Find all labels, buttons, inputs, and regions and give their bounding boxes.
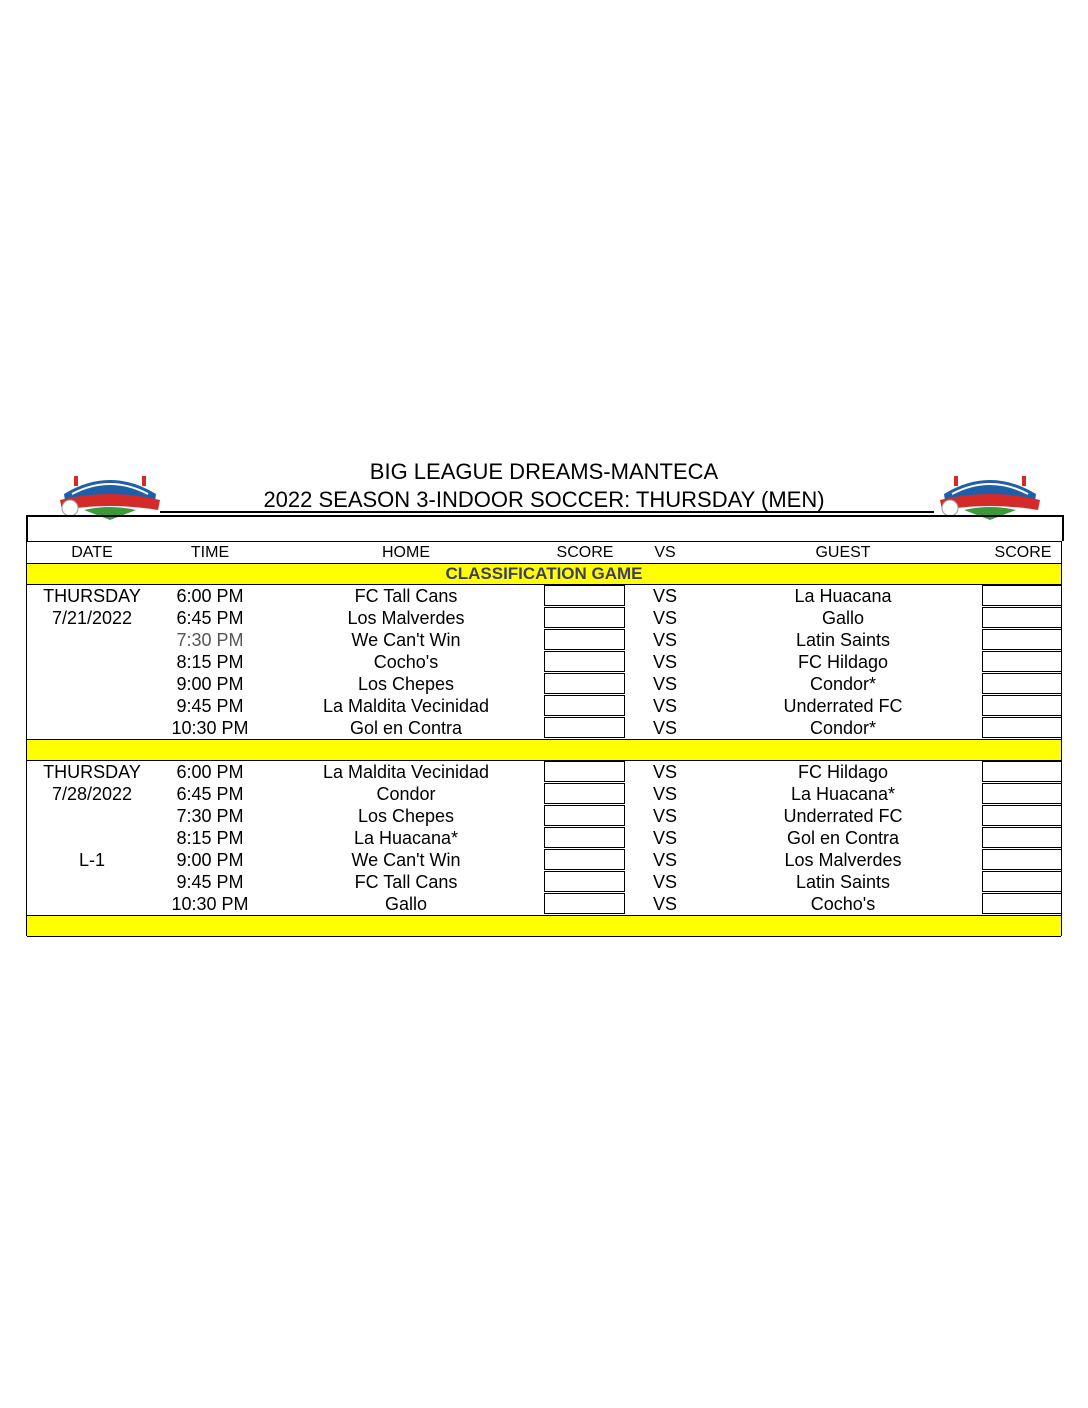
column-header-guest: GUEST: [815, 544, 871, 561]
home-score-box[interactable]: [544, 717, 625, 738]
week-day: THURSDAY: [43, 762, 141, 782]
game-row: [27, 629, 1061, 651]
column-header-vs: VS: [654, 544, 676, 561]
home-team: Gol en Contra: [349, 718, 463, 738]
home-score-box[interactable]: [544, 585, 625, 606]
vs-label: VS: [652, 696, 677, 716]
vs-label: VS: [652, 674, 677, 694]
game-row: [27, 651, 1061, 673]
home-score-box[interactable]: [544, 673, 625, 694]
game-time: 8:15 PM: [176, 652, 244, 672]
home-team: FC Tall Cans: [354, 586, 458, 606]
guest-score-box[interactable]: [982, 893, 1062, 914]
home-score-box[interactable]: [544, 695, 625, 716]
game-time: 9:45 PM: [176, 696, 244, 716]
game-row: [27, 585, 1061, 607]
home-team: Cocho's: [373, 652, 439, 672]
home-team: Gallo: [384, 894, 428, 914]
vs-label: VS: [652, 806, 677, 826]
game-time: 9:00 PM: [176, 674, 244, 694]
guest-team: La Huacana*: [790, 784, 896, 804]
header-row: [27, 542, 1061, 564]
column-header-time: TIME: [190, 544, 230, 561]
header-divider: [160, 511, 934, 513]
game-time: 9:00 PM: [176, 850, 244, 870]
home-team: We Can't Win: [351, 630, 461, 650]
game-row: [27, 849, 1061, 871]
vs-label: VS: [652, 718, 677, 738]
column-header-home: HOME: [382, 544, 430, 561]
week-day: THURSDAY: [43, 586, 141, 606]
guest-score-box[interactable]: [982, 827, 1062, 848]
game-time: 6:00 PM: [176, 762, 244, 782]
home-score-box[interactable]: [544, 783, 625, 804]
guest-team: Gallo: [821, 608, 865, 628]
home-score-box[interactable]: [544, 607, 625, 628]
column-header-home-score: SCORE: [556, 544, 614, 561]
guest-team: Condor*: [809, 674, 877, 694]
guest-score-box[interactable]: [982, 761, 1062, 782]
game-time: 9:45 PM: [176, 872, 244, 892]
game-row: [27, 893, 1061, 915]
game-time: 6:00 PM: [176, 586, 244, 606]
game-row: [27, 717, 1061, 739]
header-bracket: [26, 515, 1064, 541]
guest-score-box[interactable]: [982, 585, 1062, 606]
game-time: 7:30 PM: [176, 630, 244, 650]
guest-team: Cocho's: [810, 894, 876, 914]
vs-label: VS: [652, 652, 677, 672]
game-row: [27, 871, 1061, 893]
vs-label: VS: [652, 762, 677, 782]
game-time: 8:15 PM: [176, 828, 244, 848]
game-row: [27, 607, 1061, 629]
classification-banner: [27, 563, 1061, 585]
guest-score-box[interactable]: [982, 695, 1062, 716]
guest-team: FC Hildago: [797, 652, 889, 672]
guest-team: Underrated FC: [783, 806, 903, 826]
vs-label: VS: [652, 784, 677, 804]
vs-label: VS: [652, 894, 677, 914]
guest-team: Latin Saints: [795, 630, 891, 650]
guest-score-box[interactable]: [982, 651, 1062, 672]
vs-label: VS: [652, 872, 677, 892]
guest-score-box[interactable]: [982, 607, 1062, 628]
home-score-box[interactable]: [544, 871, 625, 892]
game-time: 6:45 PM: [176, 608, 244, 628]
home-team: La Maldita Vecinidad: [322, 696, 490, 716]
home-team: We Can't Win: [351, 850, 461, 870]
column-header-date: DATE: [71, 544, 113, 561]
game-time: 7:30 PM: [176, 806, 244, 826]
guest-score-box[interactable]: [982, 805, 1062, 826]
week-separator: [27, 739, 1061, 761]
week-date: 7/28/2022: [51, 784, 133, 804]
guest-team: FC Hildago: [797, 762, 889, 782]
page-subtitle: 2022 SEASON 3-INDOOR SOCCER: THURSDAY (MEN): [263, 487, 825, 512]
home-score-box[interactable]: [544, 651, 625, 672]
vs-label: VS: [652, 828, 677, 848]
footer-band: [27, 915, 1061, 937]
game-time: 10:30 PM: [171, 894, 249, 914]
home-score-box[interactable]: [544, 629, 625, 650]
vs-label: VS: [652, 586, 677, 606]
game-row: [27, 695, 1061, 717]
vs-label: VS: [652, 608, 677, 628]
game-row: [27, 673, 1061, 695]
vs-label: VS: [652, 850, 677, 870]
page-title: BIG LEAGUE DREAMS-MANTECA: [369, 459, 719, 484]
home-score-box[interactable]: [544, 805, 625, 826]
home-team: Los Chepes: [357, 806, 455, 826]
guest-score-box[interactable]: [982, 871, 1062, 892]
week-note: L-1: [78, 850, 105, 870]
guest-team: Underrated FC: [783, 696, 903, 716]
guest-score-box[interactable]: [982, 783, 1062, 804]
home-score-box[interactable]: [544, 893, 625, 914]
guest-team: Gol en Contra: [786, 828, 900, 848]
game-row: [27, 805, 1061, 827]
game-row: [27, 827, 1061, 849]
home-score-box[interactable]: [544, 849, 625, 870]
home-score-box[interactable]: [544, 827, 625, 848]
home-score-box[interactable]: [544, 761, 625, 782]
week-date: 7/21/2022: [51, 608, 133, 628]
banner-text: CLASSIFICATION GAME: [445, 564, 643, 583]
home-team: La Huacana*: [353, 828, 459, 848]
guest-team: Latin Saints: [795, 872, 891, 892]
guest-score-box[interactable]: [982, 849, 1062, 870]
guest-team: La Huacana: [794, 586, 892, 606]
schedule-table: [26, 541, 1062, 936]
game-row: [27, 761, 1061, 783]
home-team: Los Malverdes: [347, 608, 465, 628]
guest-team: Los Malverdes: [784, 850, 902, 870]
guest-score-box[interactable]: [982, 629, 1062, 650]
column-header-guest-score: SCORE: [994, 544, 1052, 561]
home-team: Los Chepes: [357, 674, 455, 694]
home-team: La Maldita Vecinidad: [322, 762, 490, 782]
guest-score-box[interactable]: [982, 673, 1062, 694]
guest-team: Condor*: [809, 718, 877, 738]
home-team: Condor: [376, 784, 436, 804]
game-time: 6:45 PM: [176, 784, 244, 804]
game-time: 10:30 PM: [171, 718, 249, 738]
home-team: FC Tall Cans: [354, 872, 458, 892]
guest-score-box[interactable]: [982, 717, 1062, 738]
game-row: [27, 783, 1061, 805]
vs-label: VS: [652, 630, 677, 650]
